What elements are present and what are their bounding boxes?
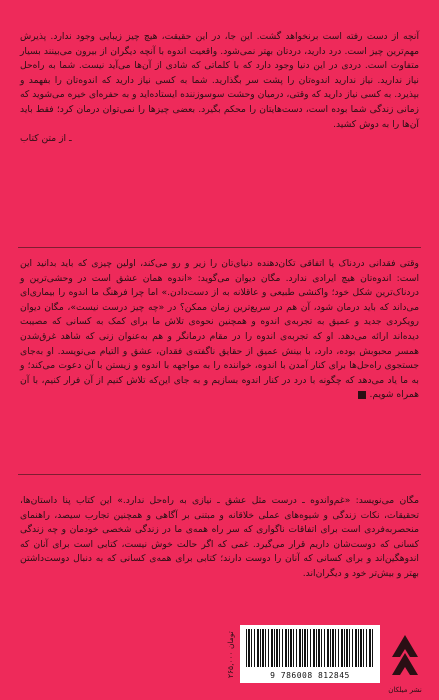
barcode-bars xyxy=(246,629,374,667)
excerpt-block xyxy=(20,30,419,147)
divider-bottom xyxy=(18,474,421,475)
summary-block xyxy=(20,494,419,582)
excerpt-source: ـ از متن کتاب xyxy=(20,133,72,145)
isbn-barcode xyxy=(240,625,380,683)
summary-paragraph: مگان می‌نویسد: «غم‌واندوه ـ درست مثل عشق ـ نیازی به راه‌حل ندارد.» این کتاب پنا داستان‌ها، تحقیقات، نکات زندگی و شیوه‌های عملی خلاقانه و مبتنی بر آگاهی و همچنین تجارب سیصد، راهنمای منحصربه‌فردی است برای اتفاقات ناگواری که سر راه همه‌ی ما در زندگی شخصی خودمان و چه زندگی کسانی که دوست‌شان داریم قرار می‌گیرد. غمی که اگر حالت خوش نیست، کتابی است برای آنان که اندوهگین‌اند و برای کسانی که آنان را دوست دارند؛ کتابی برای همه‌ی کسانی که به دنبال دوست‌داشتن بهتر و بیش‌تر خود و دیگران‌اند. xyxy=(20,495,419,579)
publisher-name: نشر میلکان xyxy=(388,686,422,694)
description-text: وقتی فقدانی دردناک یا اتفاقی تکان‌دهنده دنیای‌تان را زیر و رو می‌کند، اولین چیزی که باید بدانید این است: اندوه‌تان هیچ ایرادی ندارد. مگان دیوان می‌گوید: «اندوه همان عشق است در وحشی‌ترین و دردناک‌ترین شکل خود؛ واکنشی طبیعی و عاقلانه به از دست‌دادن.» اما چرا فرهنگ ما اندوه را بیماری‌ای می‌داند که باید درمان شود، آن هم در سریع‌ترین زمان ممکن؟ در «چه چیز درست نیست»، مگان دیوان رویکردی جدید و عمیق به تجربه‌ی اندوه و همچنین نحوه‌ی تلاش ما برای کمک به کسانی که مصیبت دیده‌اند ارائه می‌دهد. او که تجربه‌ی اندوه را در مقام درمانگر و هم به‌عنوان زنی که شاهد غرق‌شدن همسر محبوبش بوده، دارد، با بینش عمیق از حقایق ناگفته‌ی فقدان، عشق و التیام می‌نویسد. او به‌جای جستجوی راه‌حل‌ها برای کنار آمدن با اندوه، خواننده را به مواجهه با اندوه و زیستن با آن دعوت می‌کند؛ و به ما یاد می‌دهد که چگونه با درد در کنار اندوه بسازیم و به جای این‌که تلاش کنیم از آن فرار کنیم، با آن همراه شویم. xyxy=(20,258,419,401)
description-block xyxy=(20,257,419,403)
end-square-icon xyxy=(358,391,366,399)
divider-top xyxy=(18,247,421,248)
isbn-number: 9 786008 812845 xyxy=(270,671,350,680)
excerpt-paragraph: آنچه از دست رفته است برنخواهد گشت. این جا، در این حقیقت، هیچ چیز زیبایی وجود ندارد. پذیرش مهم‌ترین چیز است. درد دارید، دردتان بهتر نمی‌شود. واقعیت اندوه با آنچه دیگران از بیرون می‌بینند بسیار متفاوت است. دردی در این دنیا وجود دارد که با کلماتی که شادی از آن‌ها می‌آید نیست. شما به راه‌حل نیاز ندارید. نیاز ندارید اندوه‌تان را پشت سر بگذارید. شما به کسی نیاز دارید که اندوه‌تان را بفهمد و بپذیرد. به کسی نیاز دارید که وقتی، درمیان وحشت سوسوزننده ایستاده‌اید و به حفره‌ای خیره می‌شوید که زمانی زندگی شما بوده است، دست‌هایتان را محکم بگیرد. بعضی چیزها را نمی‌توان درمان کرد؛ فقط باید آن‌ها را به دوش کشید. xyxy=(20,31,419,130)
description-paragraph xyxy=(20,257,419,403)
price-label: ۲۶۵,۰۰۰ تومان xyxy=(226,631,235,679)
publisher-mountain-logo-icon xyxy=(388,631,422,683)
